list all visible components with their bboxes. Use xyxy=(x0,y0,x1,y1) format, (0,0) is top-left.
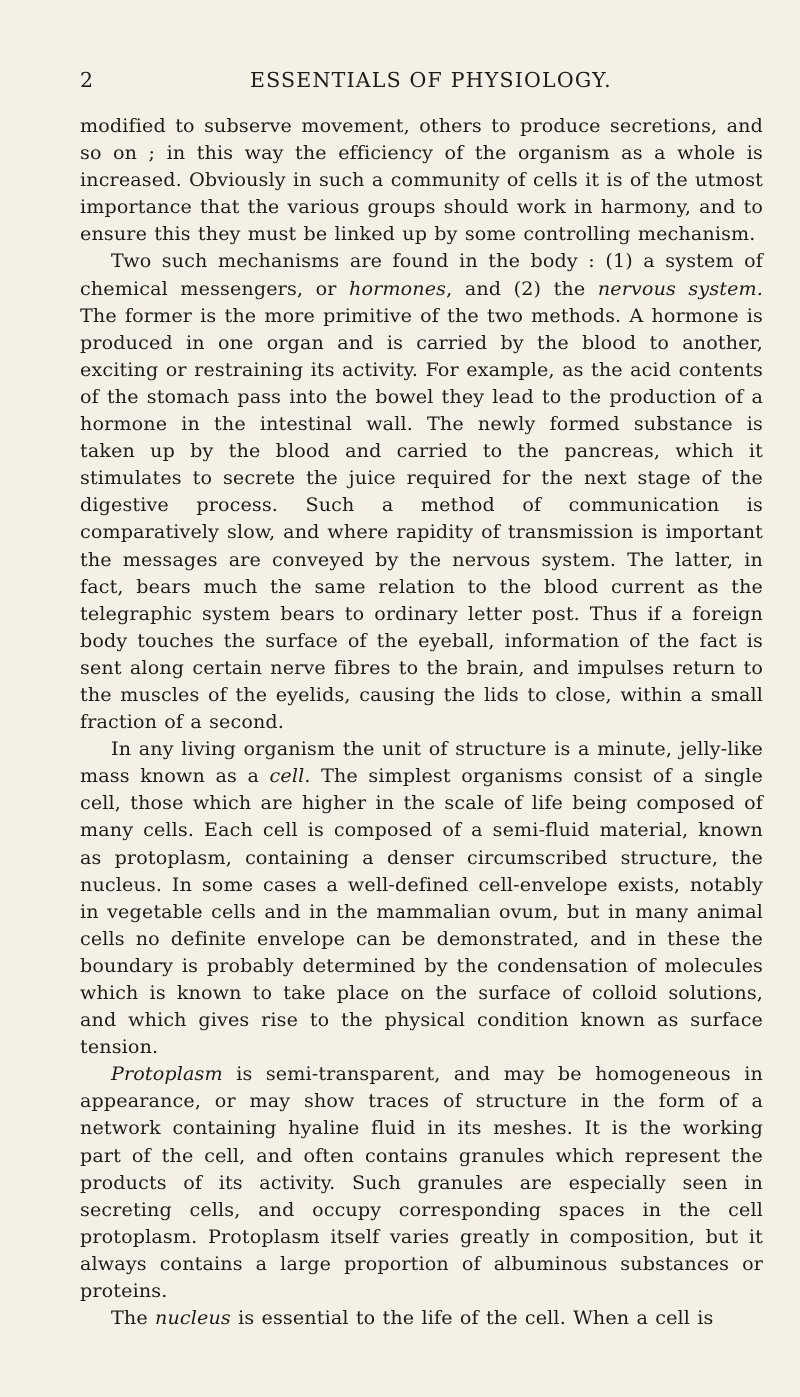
text-segment: The former is the more primitive of the two methods. A hormone is produced in one organ and is carried by the blood to another, exciting or restraining its activity. For example, as the acid contents of the stomach pass into the bowel they lead to the production of a hormone in the intestinal wall. The newly formed substance is taken up by the blood and carried to the pancreas, which it stimulates to secrete the juice required for the next stage of the digestive process. Such a method of communication is comparatively slow, and where rapidity of transmission is important the messages are conveyed by the nervous system. The latter, in fact, bears much the same relation to the blood current as the telegraphic system bears to ordinary letter post. Thus if a foreign body touches the surface of the eyeball, information of the fact is sent along certain nerve fibres to the brain, and impulses return to the muscles of the eyelids, causing the lids to close, within a small fraction of a second. xyxy=(80,303,763,734)
text-segment: The xyxy=(111,1306,156,1330)
running-header xyxy=(80,68,762,98)
text-segment: is semi-transparent, and may be homogeneous in appearance, or may show traces of structure in the form of a network containing hyaline fluid in its meshes. It is the working part of the cell, and often contains granules which represent the products of its activity. Such granules are especially seen in secreting cells, and occupy corresponding spaces in the cell protoplasm. Protoplasm itself varies greatly in composition, but it always contains a large proportion of albuminous substances or proteins. xyxy=(80,1062,763,1303)
term-hormones: hormones xyxy=(349,276,447,300)
text-segment: , and (2) the xyxy=(446,276,598,300)
page-number: 2 xyxy=(80,68,94,92)
text-segment: In any living organism the unit of structure is a minute, jelly-like mass known as a xyxy=(80,737,763,788)
paragraph-cell xyxy=(80,735,763,1060)
paragraph-nucleus xyxy=(80,1304,763,1331)
text-segment: The simplest organisms consist of a single cell, those which are higher in the scale of life being composed of many cells. Each cell is composed of a semi-fluid material, known as protoplasm, containing a denser circumscribed structure, the nucleus. In some cases a well-defined cell-envelope exists, notably in vegetable cells and in the mammalian ovum, but in many animal cells no definite envelope can be demonstrated, and in these the boundary is probably determined by the condensation of molecules which is known to take place on the surface of colloid solutions, and which gives rise to the physical condition known as surface tension. xyxy=(80,764,763,1059)
text-segment: Two such mechanisms are found in the body : (1) a system of chemical messengers, or xyxy=(80,249,763,300)
term-nervous-system: nervous system. xyxy=(597,276,764,300)
running-title: ESSENTIALS OF PHYSIOLOGY. xyxy=(250,68,612,92)
text-segment: modified to subserve movement, others to produce secretions, and so on ; in this way the efficiency of the organism as a whole is increased. Obviously in such a community of cells it is of the utmost importance that the various groups should work in harmony, and to ensure this they must be linked up by some controlling mechanism. xyxy=(80,114,763,246)
paragraph-control-mechanisms xyxy=(80,247,763,735)
text-segment: is essential to the life of the cell. When a cell is xyxy=(230,1306,714,1330)
paragraph-continuation xyxy=(80,112,763,247)
paragraph-protoplasm xyxy=(80,1060,763,1304)
term-cell: cell. xyxy=(269,764,311,788)
term-nucleus: nucleus xyxy=(155,1306,231,1330)
body-text xyxy=(80,112,763,1331)
term-protoplasm: Protoplasm xyxy=(111,1062,223,1086)
